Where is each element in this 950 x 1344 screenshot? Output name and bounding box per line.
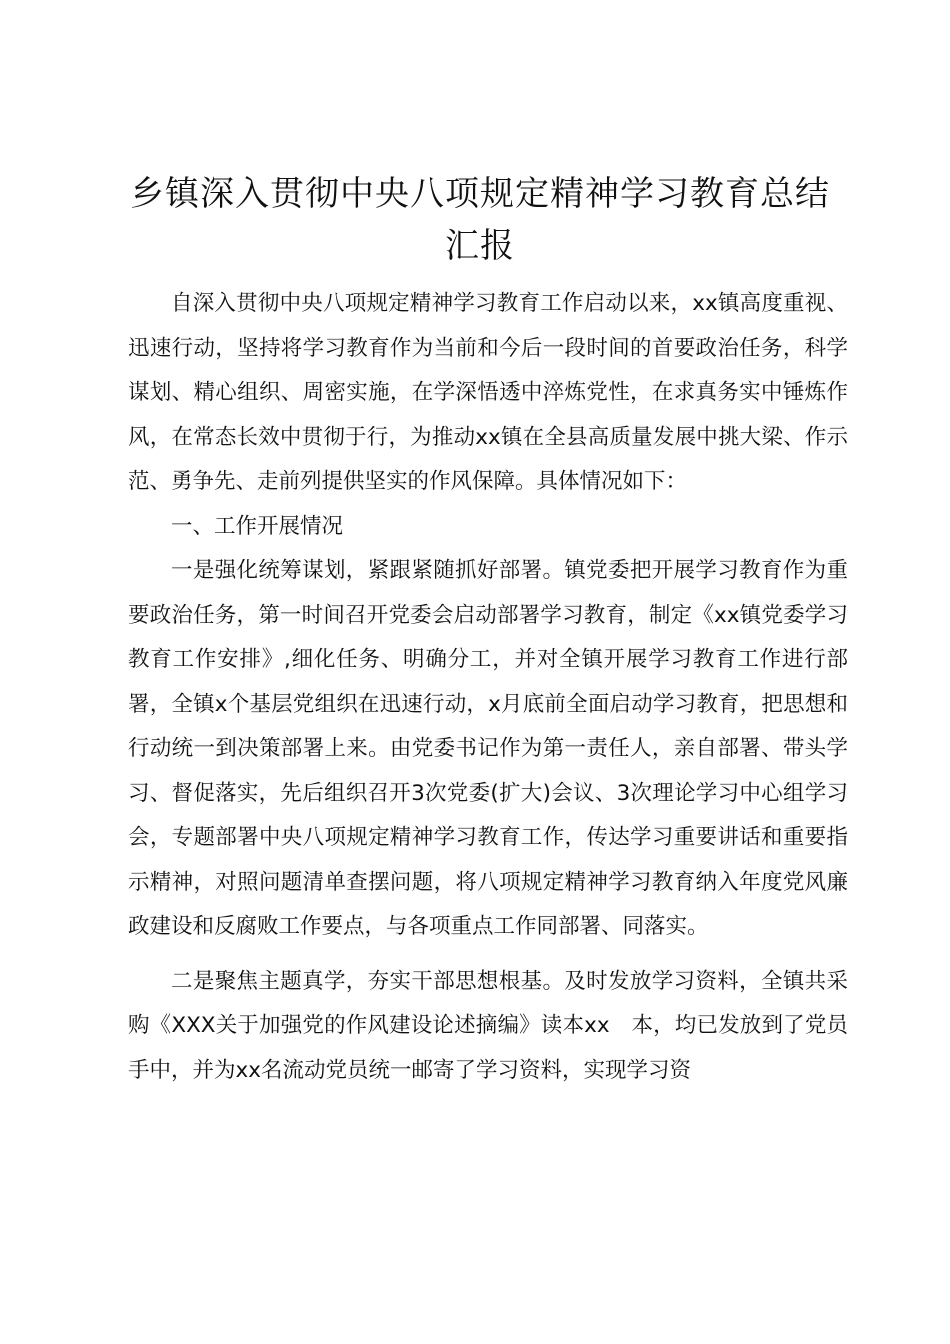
paragraph-first-point: 一是强化统筹谋划，紧跟紧随抓好部署。镇党委把开展学习教育作为重要政治任务，第一时间召开党委会启动部署学习教育，制定《xx镇党委学习教育工作安排》,细化任务、明确分工，并对全镇开展学习教育工作进行部署，全镇x个基层党组织在迅速行动，x月底前全面启动学习教育，把思想和行动统一到决策部署上来。由党委书记作为第一责任人，亲自部署、带头学习、督促落实，先后组织召开3次党委(扩大)会议、3次理论学习中心组学习会，专题部署中央八项规定精神学习教育工作，传达学习重要讲话和重要指示精神，对照问题清单查摆问题，将八项规定精神学习教育纳入年度党风廉政建设和反腐败工作要点，与各项重点工作同部署、同落实。 <box>128 558 848 939</box>
paragraph-second-point: 二是聚焦主题真学，夯实干部思想根基。及时发放学习资料，全镇共采购《XXX关于加强党的作风建设论述摘编》读本xx 本，均已发放到了党员手中，并为xx名流动党员统一邮寄了学习资料，实现学习资 <box>128 968 848 1083</box>
title-line-2: 汇报 <box>445 226 515 266</box>
paragraph-intro: 自深入贯彻中央八项规定精神学习教育工作启动以来，xx镇高度重视、迅速行动，坚持将学习教育作为当前和今后一段时间的首要政治任务，科学谋划、精心组织、周密实施，在学深悟透中淬炼党性，在求真务实中锤炼作风，在常态长效中贯彻于行，为推动xx镇在全县高质量发展中挑大梁、作示范、勇争先、走前列提供坚实的作风保障。具体情况如下： <box>128 291 848 494</box>
title-line-1: 乡镇深入贯彻中央八项规定精神学习教育总结 <box>130 174 830 214</box>
document-body <box>128 282 848 1093</box>
section-heading: 一、工作开展情况 <box>171 513 344 539</box>
document-title <box>100 168 860 272</box>
